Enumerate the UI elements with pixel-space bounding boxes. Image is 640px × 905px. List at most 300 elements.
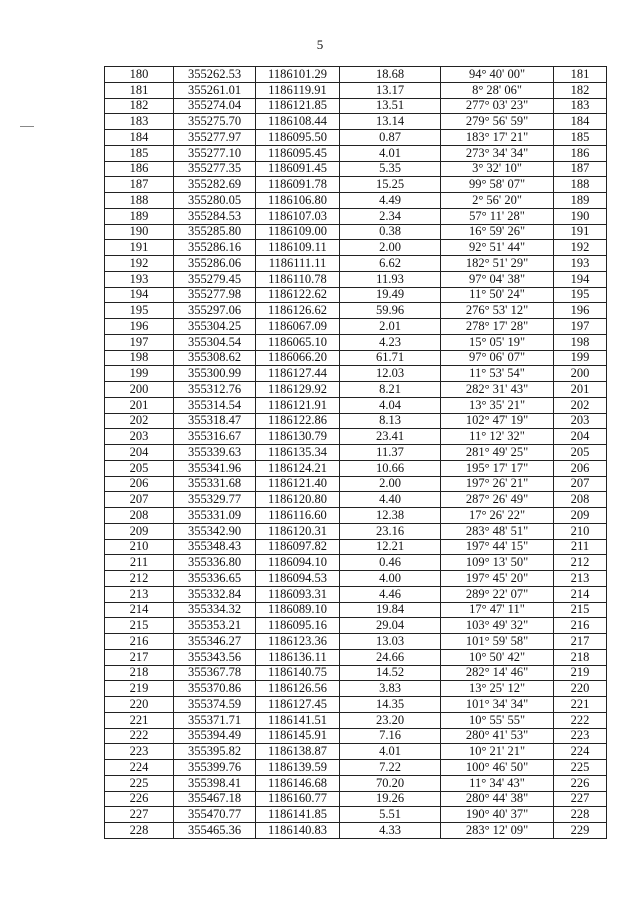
point-number-cell: 209	[105, 523, 174, 539]
bearing-cell: 94° 40' 00"	[441, 67, 554, 83]
distance-cell: 59.96	[340, 303, 441, 319]
point-number-cell: 225	[105, 775, 174, 791]
distance-cell: 2.01	[340, 319, 441, 335]
next-point-cell: 191	[554, 224, 607, 240]
distance-cell: 7.16	[340, 728, 441, 744]
x-coordinate-cell: 355399.76	[174, 760, 256, 776]
bearing-cell: 101° 34' 34"	[441, 697, 554, 713]
bearing-cell: 281° 49' 25"	[441, 445, 554, 461]
next-point-cell: 192	[554, 240, 607, 256]
bearing-cell: 277° 03' 23"	[441, 98, 554, 114]
distance-cell: 2.34	[340, 208, 441, 224]
x-coordinate-cell: 355282.69	[174, 177, 256, 193]
table-row	[105, 334, 607, 350]
point-number-cell: 198	[105, 350, 174, 366]
point-number-cell: 189	[105, 208, 174, 224]
point-number-cell: 190	[105, 224, 174, 240]
next-point-cell: 201	[554, 382, 607, 398]
point-number-cell: 197	[105, 334, 174, 350]
table-row	[105, 177, 607, 193]
distance-cell: 12.03	[340, 366, 441, 382]
y-coordinate-cell: 1186111.11	[256, 256, 340, 272]
point-number-cell: 221	[105, 712, 174, 728]
point-number-cell: 180	[105, 67, 174, 83]
point-number-cell: 222	[105, 728, 174, 744]
table-row	[105, 571, 607, 587]
distance-cell: 0.38	[340, 224, 441, 240]
table-row	[105, 744, 607, 760]
point-number-cell: 206	[105, 476, 174, 492]
table-row	[105, 130, 607, 146]
margin-mark	[20, 126, 34, 127]
y-coordinate-cell: 1186130.79	[256, 429, 340, 445]
x-coordinate-cell: 355395.82	[174, 744, 256, 760]
x-coordinate-cell: 355297.06	[174, 303, 256, 319]
y-coordinate-cell: 1186097.82	[256, 539, 340, 555]
bearing-cell: 8° 28' 06"	[441, 82, 554, 98]
distance-cell: 61.71	[340, 350, 441, 366]
next-point-cell: 197	[554, 319, 607, 335]
table-row	[105, 665, 607, 681]
table-row	[105, 82, 607, 98]
distance-cell: 15.25	[340, 177, 441, 193]
table-row	[105, 397, 607, 413]
next-point-cell: 202	[554, 397, 607, 413]
x-coordinate-cell: 355314.54	[174, 397, 256, 413]
point-number-cell: 227	[105, 807, 174, 823]
y-coordinate-cell: 1186108.44	[256, 114, 340, 130]
table-row	[105, 728, 607, 744]
table-row	[105, 67, 607, 83]
y-coordinate-cell: 1186138.87	[256, 744, 340, 760]
bearing-cell: 183° 17' 21"	[441, 130, 554, 146]
next-point-cell: 184	[554, 114, 607, 130]
distance-cell: 4.04	[340, 397, 441, 413]
table-row	[105, 823, 607, 839]
y-coordinate-cell: 1186066.20	[256, 350, 340, 366]
table-row	[105, 271, 607, 287]
y-coordinate-cell: 1186116.60	[256, 508, 340, 524]
distance-cell: 10.66	[340, 460, 441, 476]
bearing-cell: 190° 40' 37"	[441, 807, 554, 823]
next-point-cell: 216	[554, 618, 607, 634]
bearing-cell: 102° 47' 19"	[441, 413, 554, 429]
y-coordinate-cell: 1186107.03	[256, 208, 340, 224]
y-coordinate-cell: 1186109.11	[256, 240, 340, 256]
next-point-cell: 183	[554, 98, 607, 114]
table-row	[105, 775, 607, 791]
next-point-cell: 207	[554, 476, 607, 492]
point-number-cell: 201	[105, 397, 174, 413]
distance-cell: 23.20	[340, 712, 441, 728]
next-point-cell: 221	[554, 697, 607, 713]
x-coordinate-cell: 355398.41	[174, 775, 256, 791]
distance-cell: 29.04	[340, 618, 441, 634]
y-coordinate-cell: 1186145.91	[256, 728, 340, 744]
point-number-cell: 219	[105, 681, 174, 697]
point-number-cell: 213	[105, 586, 174, 602]
table-row	[105, 114, 607, 130]
distance-cell: 8.13	[340, 413, 441, 429]
y-coordinate-cell: 1186121.91	[256, 397, 340, 413]
bearing-cell: 99° 58' 07"	[441, 177, 554, 193]
table-row	[105, 303, 607, 319]
table-row	[105, 807, 607, 823]
next-point-cell: 193	[554, 256, 607, 272]
next-point-cell: 181	[554, 67, 607, 83]
y-coordinate-cell: 1186091.45	[256, 161, 340, 177]
bearing-cell: 17° 47' 11"	[441, 602, 554, 618]
distance-cell: 24.66	[340, 649, 441, 665]
bearing-cell: 101° 59' 58"	[441, 634, 554, 650]
bearing-cell: 282° 31' 43"	[441, 382, 554, 398]
bearing-cell: 197° 26' 21"	[441, 476, 554, 492]
next-point-cell: 208	[554, 492, 607, 508]
x-coordinate-cell: 355280.05	[174, 193, 256, 209]
x-coordinate-cell: 355277.35	[174, 161, 256, 177]
point-number-cell: 194	[105, 287, 174, 303]
next-point-cell: 186	[554, 145, 607, 161]
point-number-cell: 215	[105, 618, 174, 634]
distance-cell: 12.21	[340, 539, 441, 555]
point-number-cell: 224	[105, 760, 174, 776]
distance-cell: 4.23	[340, 334, 441, 350]
distance-cell: 14.52	[340, 665, 441, 681]
table-row	[105, 319, 607, 335]
bearing-cell: 10° 55' 55"	[441, 712, 554, 728]
bearing-cell: 11° 53' 54"	[441, 366, 554, 382]
y-coordinate-cell: 1186089.10	[256, 602, 340, 618]
point-number-cell: 182	[105, 98, 174, 114]
x-coordinate-cell: 355286.06	[174, 256, 256, 272]
bearing-cell: 10° 21' 21"	[441, 744, 554, 760]
y-coordinate-cell: 1186122.86	[256, 413, 340, 429]
point-number-cell: 195	[105, 303, 174, 319]
bearing-cell: 92° 51' 44"	[441, 240, 554, 256]
bearing-cell: 13° 25' 12"	[441, 681, 554, 697]
bearing-cell: 280° 44' 38"	[441, 791, 554, 807]
point-number-cell: 185	[105, 145, 174, 161]
bearing-cell: 11° 34' 43"	[441, 775, 554, 791]
distance-cell: 12.38	[340, 508, 441, 524]
table-row	[105, 350, 607, 366]
x-coordinate-cell: 355318.47	[174, 413, 256, 429]
x-coordinate-cell: 355261.01	[174, 82, 256, 98]
next-point-cell: 195	[554, 287, 607, 303]
table-row	[105, 697, 607, 713]
next-point-cell: 218	[554, 649, 607, 665]
x-coordinate-cell: 355374.59	[174, 697, 256, 713]
next-point-cell: 198	[554, 334, 607, 350]
point-number-cell: 188	[105, 193, 174, 209]
table-row	[105, 586, 607, 602]
distance-cell: 4.00	[340, 571, 441, 587]
bearing-cell: 282° 14' 46"	[441, 665, 554, 681]
x-coordinate-cell: 355329.77	[174, 492, 256, 508]
table-row	[105, 145, 607, 161]
y-coordinate-cell: 1186127.45	[256, 697, 340, 713]
distance-cell: 8.21	[340, 382, 441, 398]
x-coordinate-cell: 355343.56	[174, 649, 256, 665]
point-number-cell: 226	[105, 791, 174, 807]
x-coordinate-cell: 355285.80	[174, 224, 256, 240]
x-coordinate-cell: 355342.90	[174, 523, 256, 539]
bearing-cell: 109° 13' 50"	[441, 555, 554, 571]
y-coordinate-cell: 1186126.56	[256, 681, 340, 697]
bearing-cell: 276° 53' 12"	[441, 303, 554, 319]
distance-cell: 5.51	[340, 807, 441, 823]
x-coordinate-cell: 355348.43	[174, 539, 256, 555]
next-point-cell: 185	[554, 130, 607, 146]
bearing-cell: 280° 41' 53"	[441, 728, 554, 744]
distance-cell: 4.01	[340, 145, 441, 161]
bearing-cell: 97° 06' 07"	[441, 350, 554, 366]
table-row	[105, 256, 607, 272]
next-point-cell: 220	[554, 681, 607, 697]
next-point-cell: 205	[554, 445, 607, 461]
y-coordinate-cell: 1186129.92	[256, 382, 340, 398]
table-row	[105, 523, 607, 539]
y-coordinate-cell: 1186126.62	[256, 303, 340, 319]
next-point-cell: 187	[554, 161, 607, 177]
bearing-cell: 17° 26' 22"	[441, 508, 554, 524]
coordinates-table-body	[105, 67, 607, 839]
table-row	[105, 445, 607, 461]
distance-cell: 4.33	[340, 823, 441, 839]
x-coordinate-cell: 355336.65	[174, 571, 256, 587]
next-point-cell: 223	[554, 728, 607, 744]
distance-cell: 13.03	[340, 634, 441, 650]
x-coordinate-cell: 355332.84	[174, 586, 256, 602]
bearing-cell: 278° 17' 28"	[441, 319, 554, 335]
distance-cell: 7.22	[340, 760, 441, 776]
y-coordinate-cell: 1186136.11	[256, 649, 340, 665]
distance-cell: 19.49	[340, 287, 441, 303]
distance-cell: 14.35	[340, 697, 441, 713]
bearing-cell: 57° 11' 28"	[441, 208, 554, 224]
table-row	[105, 366, 607, 382]
bearing-cell: 273° 34' 34"	[441, 145, 554, 161]
next-point-cell: 182	[554, 82, 607, 98]
y-coordinate-cell: 1186095.50	[256, 130, 340, 146]
y-coordinate-cell: 1186123.36	[256, 634, 340, 650]
y-coordinate-cell: 1186146.68	[256, 775, 340, 791]
distance-cell: 13.14	[340, 114, 441, 130]
y-coordinate-cell: 1186119.91	[256, 82, 340, 98]
y-coordinate-cell: 1186095.16	[256, 618, 340, 634]
table-row	[105, 649, 607, 665]
x-coordinate-cell: 355312.76	[174, 382, 256, 398]
distance-cell: 11.37	[340, 445, 441, 461]
y-coordinate-cell: 1186109.00	[256, 224, 340, 240]
distance-cell: 11.93	[340, 271, 441, 287]
bearing-cell: 197° 45' 20"	[441, 571, 554, 587]
distance-cell: 2.00	[340, 240, 441, 256]
point-number-cell: 199	[105, 366, 174, 382]
distance-cell: 19.26	[340, 791, 441, 807]
next-point-cell: 219	[554, 665, 607, 681]
distance-cell: 13.17	[340, 82, 441, 98]
y-coordinate-cell: 1186067.09	[256, 319, 340, 335]
y-coordinate-cell: 1186140.83	[256, 823, 340, 839]
bearing-cell: 100° 46' 50"	[441, 760, 554, 776]
point-number-cell: 200	[105, 382, 174, 398]
next-point-cell: 190	[554, 208, 607, 224]
next-point-cell: 206	[554, 460, 607, 476]
y-coordinate-cell: 1186141.85	[256, 807, 340, 823]
x-coordinate-cell: 355331.09	[174, 508, 256, 524]
distance-cell: 4.01	[340, 744, 441, 760]
y-coordinate-cell: 1186140.75	[256, 665, 340, 681]
y-coordinate-cell: 1186124.21	[256, 460, 340, 476]
bearing-cell: 13° 35' 21"	[441, 397, 554, 413]
y-coordinate-cell: 1186065.10	[256, 334, 340, 350]
bearing-cell: 195° 17' 17"	[441, 460, 554, 476]
next-point-cell: 229	[554, 823, 607, 839]
bearing-cell: 10° 50' 42"	[441, 649, 554, 665]
point-number-cell: 205	[105, 460, 174, 476]
bearing-cell: 287° 26' 49"	[441, 492, 554, 508]
point-number-cell: 183	[105, 114, 174, 130]
x-coordinate-cell: 355370.86	[174, 681, 256, 697]
x-coordinate-cell: 355275.70	[174, 114, 256, 130]
y-coordinate-cell: 1186101.29	[256, 67, 340, 83]
next-point-cell: 196	[554, 303, 607, 319]
x-coordinate-cell: 355371.71	[174, 712, 256, 728]
next-point-cell: 210	[554, 523, 607, 539]
y-coordinate-cell: 1186120.31	[256, 523, 340, 539]
table-row	[105, 508, 607, 524]
point-number-cell: 187	[105, 177, 174, 193]
distance-cell: 13.51	[340, 98, 441, 114]
x-coordinate-cell: 355331.68	[174, 476, 256, 492]
x-coordinate-cell: 355277.97	[174, 130, 256, 146]
table-row	[105, 429, 607, 445]
distance-cell: 2.00	[340, 476, 441, 492]
next-point-cell: 209	[554, 508, 607, 524]
x-coordinate-cell: 355341.96	[174, 460, 256, 476]
x-coordinate-cell: 355274.04	[174, 98, 256, 114]
next-point-cell: 215	[554, 602, 607, 618]
next-point-cell: 188	[554, 177, 607, 193]
point-number-cell: 211	[105, 555, 174, 571]
table-row	[105, 555, 607, 571]
point-number-cell: 184	[105, 130, 174, 146]
y-coordinate-cell: 1186110.78	[256, 271, 340, 287]
distance-cell: 6.62	[340, 256, 441, 272]
y-coordinate-cell: 1186120.80	[256, 492, 340, 508]
y-coordinate-cell: 1186094.10	[256, 555, 340, 571]
y-coordinate-cell: 1186091.78	[256, 177, 340, 193]
next-point-cell: 217	[554, 634, 607, 650]
table-row	[105, 492, 607, 508]
y-coordinate-cell: 1186139.59	[256, 760, 340, 776]
next-point-cell: 204	[554, 429, 607, 445]
next-point-cell: 228	[554, 807, 607, 823]
bearing-cell: 197° 44' 15"	[441, 539, 554, 555]
point-number-cell: 181	[105, 82, 174, 98]
bearing-cell: 283° 48' 51"	[441, 523, 554, 539]
x-coordinate-cell: 355467.18	[174, 791, 256, 807]
x-coordinate-cell: 355470.77	[174, 807, 256, 823]
point-number-cell: 228	[105, 823, 174, 839]
point-number-cell: 202	[105, 413, 174, 429]
bearing-cell: 15° 05' 19"	[441, 334, 554, 350]
distance-cell: 4.49	[340, 193, 441, 209]
x-coordinate-cell: 355284.53	[174, 208, 256, 224]
y-coordinate-cell: 1186141.51	[256, 712, 340, 728]
y-coordinate-cell: 1186122.62	[256, 287, 340, 303]
distance-cell: 23.41	[340, 429, 441, 445]
y-coordinate-cell: 1186121.85	[256, 98, 340, 114]
page-number: 5	[316, 37, 324, 52]
table-row	[105, 413, 607, 429]
distance-cell: 18.68	[340, 67, 441, 83]
table-row	[105, 476, 607, 492]
coordinates-table	[104, 66, 607, 839]
x-coordinate-cell: 355279.45	[174, 271, 256, 287]
distance-cell: 0.46	[340, 555, 441, 571]
table-row	[105, 460, 607, 476]
x-coordinate-cell: 355304.54	[174, 334, 256, 350]
table-row	[105, 634, 607, 650]
table-row	[105, 287, 607, 303]
y-coordinate-cell: 1186121.40	[256, 476, 340, 492]
distance-cell: 4.46	[340, 586, 441, 602]
next-point-cell: 211	[554, 539, 607, 555]
point-number-cell: 216	[105, 634, 174, 650]
next-point-cell: 225	[554, 760, 607, 776]
next-point-cell: 222	[554, 712, 607, 728]
point-number-cell: 192	[105, 256, 174, 272]
table-row	[105, 681, 607, 697]
point-number-cell: 220	[105, 697, 174, 713]
y-coordinate-cell: 1186160.77	[256, 791, 340, 807]
bearing-cell: 97° 04' 38"	[441, 271, 554, 287]
x-coordinate-cell: 355304.25	[174, 319, 256, 335]
next-point-cell: 189	[554, 193, 607, 209]
distance-cell: 4.40	[340, 492, 441, 508]
next-point-cell: 194	[554, 271, 607, 287]
table-row	[105, 208, 607, 224]
x-coordinate-cell: 355308.62	[174, 350, 256, 366]
y-coordinate-cell: 1186135.34	[256, 445, 340, 461]
distance-cell: 23.16	[340, 523, 441, 539]
bearing-cell: 11° 12' 32"	[441, 429, 554, 445]
next-point-cell: 212	[554, 555, 607, 571]
bearing-cell: 289° 22' 07"	[441, 586, 554, 602]
distance-cell: 3.83	[340, 681, 441, 697]
bearing-cell: 16° 59' 26"	[441, 224, 554, 240]
table-row	[105, 382, 607, 398]
y-coordinate-cell: 1186095.45	[256, 145, 340, 161]
next-point-cell: 224	[554, 744, 607, 760]
x-coordinate-cell: 355367.78	[174, 665, 256, 681]
distance-cell: 5.35	[340, 161, 441, 177]
next-point-cell: 226	[554, 775, 607, 791]
table-row	[105, 760, 607, 776]
distance-cell: 0.87	[340, 130, 441, 146]
x-coordinate-cell: 355346.27	[174, 634, 256, 650]
bearing-cell: 103° 49' 32"	[441, 618, 554, 634]
x-coordinate-cell: 355336.80	[174, 555, 256, 571]
distance-cell: 70.20	[340, 775, 441, 791]
bearing-cell: 182° 51' 29"	[441, 256, 554, 272]
x-coordinate-cell: 355277.10	[174, 145, 256, 161]
x-coordinate-cell: 355300.99	[174, 366, 256, 382]
point-number-cell: 208	[105, 508, 174, 524]
next-point-cell: 227	[554, 791, 607, 807]
